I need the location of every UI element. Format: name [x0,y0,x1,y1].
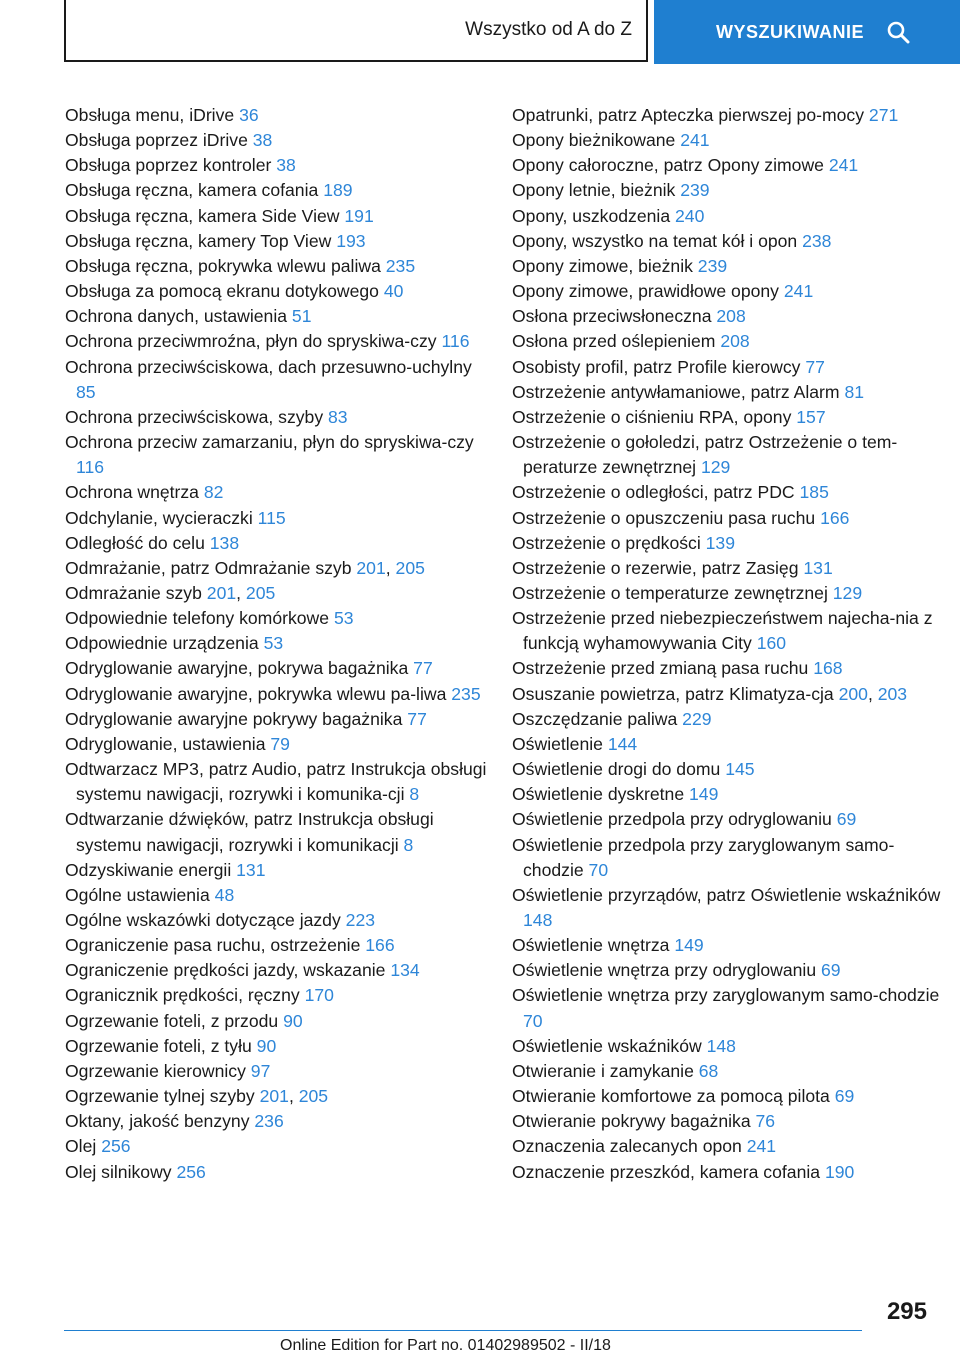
page-link[interactable]: 139 [705,532,735,553]
index-entry-text: Ostrzeżenie o odległości, patrz PDC [512,482,800,503]
index-entry-text: Ograniczenie prędkości jazdy, wskazanie [65,960,391,981]
index-entry-text: Ochrona przeciw zamarzaniu, płyn do spryskiwa‐czy [65,432,474,453]
index-entry [512,128,942,153]
index-entry [65,656,495,681]
index-entry-text: Oświetlenie wnętrza przy odryglowaniu [512,960,822,981]
index-entry-text: Ostrzeżenie o prędkości [512,532,706,553]
index-entry-text: Oświetlenie przyrządów, patrz Oświetlenie wskaźników [512,884,941,905]
top-navigation [0,0,960,66]
index-entry-text: Odległość do celu [65,532,210,553]
index-entry-text: Oświetlenie drogi do domu [512,759,726,780]
index-entry [65,1009,495,1034]
index-entry [512,304,942,329]
index-entry-text: Oświetlenie dyskretne [512,784,689,805]
index-entry [512,1034,942,1059]
page-link[interactable]: 90 [283,1010,303,1031]
page-link[interactable]: 51 [291,306,312,327]
index-entry-text: Oszczędzanie paliwa [512,708,683,729]
page-link[interactable]: 239 [680,180,710,201]
page-link[interactable]: 241 [828,155,859,176]
index-entry-text: Ostrzeżenie antywłamaniowe, patrz Alarm [512,381,845,402]
index-entry [512,355,942,380]
index-entry-text: Odryglowanie awaryjne, pokrywa bagażnika [65,658,414,679]
index-entry-text: Osuszanie powietrza, patrz Klimatyza‐cja [512,683,839,704]
tab-a-to-z-label: Wszystko od A do Z [465,19,632,40]
page-link[interactable]: 77 [407,708,427,729]
index-entry [65,329,495,354]
index-entry-text: Opony zimowe, bieżnik [512,255,698,276]
page-link[interactable]: 70 [523,1010,543,1031]
index-entry-text: Ostrzeżenie przed niebezpieczeństwem najecha‐nia z funkcją wyhamowywania City [512,608,933,654]
index-entry [65,204,495,229]
index-entry-text: Otwieranie i zamykanie [512,1060,699,1081]
index-entry-text: Osobisty profil, patrz Profile kierowcy [512,356,806,377]
index-entry [65,178,495,203]
index-entry-text: Ostrzeżenie przed zmianą pasa ruchu [512,658,814,679]
page-link[interactable]: 205 [298,1086,329,1107]
index-entry-text: Odmrażanie, patrz Odmrażanie szyb [65,557,357,578]
index-entry-text: Osłona przed oślepieniem [512,331,721,352]
index-entry-text: Obsługa ręczna, kamera cofania [65,180,324,201]
page-link[interactable]: 190 [824,1161,855,1182]
page-link[interactable]: 138 [209,532,240,553]
index-entry-text: Ostrzeżenie o gołoledzi, patrz Ostrzeżenie o tem‐peraturze zewnętrznej [512,432,898,478]
index-entry [65,279,495,304]
page-link[interactable]: 53 [263,633,284,654]
page-link[interactable]: 148 [706,1035,736,1056]
index-entry-text: Odtwarzacz MP3, patrz Audio, patrz Instrukcja obsługi systemu nawigacji, rozrywki i komunika‐cji [65,759,487,805]
index-entry-text: Odpowiednie telefony komórkowe [65,608,334,629]
page-link[interactable]: 201 [356,557,386,578]
index-entry [65,153,495,178]
page-link[interactable]: 235 [385,255,416,276]
index-entry [65,531,495,556]
page-link[interactable]: 223 [345,910,376,930]
index-entry [512,556,942,581]
tab-search[interactable] [654,0,960,64]
index-entry-text: Opony, uszkodzenia [512,205,675,226]
index-entry-text: Ograniczenie pasa ruchu, ostrzeżenie [65,935,366,956]
page-link[interactable]: 235 [451,683,481,704]
index-entry-text: Oświetlenie przedpola przy zaryglowanym samo‐chodzie [512,834,895,880]
index-entry [512,933,942,958]
index-entry [512,1084,942,1109]
index-entry [512,1059,942,1084]
page-link[interactable]: 271 [868,105,899,125]
index-entry [65,304,495,329]
footer-edition: Online Edition for Part no. 01402989502 - II/18 [280,1337,611,1354]
index-entry [65,732,495,757]
page-link[interactable]: 116 [76,457,105,478]
index-entry [65,103,495,128]
page-link[interactable]: 205 [395,557,425,578]
index-entry-text: Ochrona wnętrza [65,482,204,503]
page-link[interactable]: 149 [674,935,704,956]
page-link[interactable]: 160 [756,633,787,654]
page-link[interactable]: 38 [252,130,273,151]
page-link[interactable]: 191 [344,205,374,226]
index-entry [65,631,495,656]
index-entry [65,908,495,933]
index-column-right [512,103,942,1185]
index-entry: Osuszanie powietrza, patrz Klimatyza‐cja 200, 203 [512,683,908,704]
index-entry-text: Ochrona przeciwściskowa, dach przesuwno‐uchylny [65,356,472,377]
index-entry-text: Oświetlenie wskaźników [512,1035,707,1056]
page-link[interactable]: 208 [716,306,746,327]
page-link[interactable]: 240 [675,205,705,226]
index-entry-text: Ostrzeżenie o rezerwie, patrz Zasięg [512,557,804,578]
index-entry [65,1034,495,1059]
index-entry-text: Otwieranie komfortowe za pomocą pilota [512,1086,835,1107]
tab-a-to-z[interactable] [64,0,648,62]
index-entry [512,707,942,732]
index-entry [512,833,942,883]
page-link[interactable]: 157 [796,406,826,427]
index-entry-text: Odtwarzanie dźwięków, patrz Instrukcja obsługi systemu nawigacji, rozrywki i komunikacji [65,809,434,855]
index-entry [512,732,942,757]
page-link[interactable]: 115 [257,507,286,528]
index-entry [65,229,495,254]
page-link[interactable]: 97 [250,1060,271,1081]
index-entry-text: Obsługa za pomocą ekranu dotykowego [65,281,384,302]
page-link[interactable]: 203 [877,683,908,704]
page-link[interactable]: 208 [720,331,750,352]
index-entry-text: Oznaczenie przeszkód, kamera cofania [512,1161,825,1182]
index-entry-text: Opony letnie, bieżnik [512,180,681,201]
page-link[interactable]: 48 [214,884,235,905]
index-entry-text: Ogrzewanie tylnej szyby [65,1086,260,1107]
index-column-left [65,103,495,1185]
index-entry [512,606,942,656]
index-entry-text: Ogrzewanie foteli, z przodu [65,1010,284,1031]
page-link[interactable]: 238 [802,230,832,251]
footer-divider [64,1330,862,1331]
index-entry [65,707,495,732]
page-link[interactable]: 69 [836,809,857,830]
index-entry: Odmrażanie, patrz Odmrażanie szyb 201, 205 [65,557,425,578]
index-entry-text: Ogrzewanie foteli, z tyłu [65,1035,257,1056]
index-entry-text: Opatrunki, patrz Apteczka pierwszej po‐mocy [512,105,869,125]
page-link[interactable]: 185 [799,482,829,503]
index-entry-text: Obsługa menu, iDrive [65,105,240,125]
index-entry: Odmrażanie szyb 201, 205 [65,582,276,603]
page-link[interactable]: 77 [805,356,825,377]
page-link[interactable]: 131 [236,859,266,880]
index-entry [512,153,942,178]
index-entry-text: Ochrona danych, ustawienia [65,306,292,327]
index-entry [512,782,942,807]
page-link[interactable]: 241 [680,130,710,151]
index-entry-text: Odryglowanie awaryjne, pokrywka wlewu pa‐liwa [65,683,452,704]
index-entry-text: Obsługa ręczna, kamera Side View [65,205,345,226]
index-entry: Ogrzewanie tylnej szyby 201, 205 [65,1086,329,1107]
index-entry-text: Oznaczenia zalecanych opon [512,1136,747,1157]
index-entry [65,355,495,405]
page-link[interactable]: 38 [276,155,296,176]
index-entry [512,983,942,1033]
page-link[interactable]: 76 [755,1111,776,1132]
index-entry-text: Odchylanie, wycieraczki [65,507,258,528]
index-entry [65,480,495,505]
page-link[interactable]: 149 [689,784,719,805]
index-entry [512,480,942,505]
index-entry [512,380,942,405]
index-entry [512,958,942,983]
index-entry-text: Odpowiednie urządzenia [65,633,264,654]
tab-search-label: WYSZUKIWANIE [716,21,864,42]
page-link[interactable]: 8 [409,784,420,805]
page-number: 295 [886,1298,927,1325]
index-entry [512,405,942,430]
index-entry-text: Obsługa ręczna, kamery Top View [65,230,337,251]
index-entry [65,682,495,707]
page-link[interactable]: 69 [834,1086,855,1107]
index-entry-text: Ostrzeżenie o temperaturze zewnętrznej [512,582,833,603]
index-entry [65,883,495,908]
page-link[interactable]: 68 [698,1060,719,1081]
index-entry [65,405,495,430]
index-entry [65,1109,495,1134]
index-entry [512,204,942,229]
index-entry [65,958,495,983]
index-entry [512,254,942,279]
page-link[interactable]: 116 [441,331,470,352]
index-entry-text: Odryglowanie, ustawienia [65,733,271,754]
index-entry [65,933,495,958]
page-link[interactable]: 256 [101,1136,131,1157]
index-entry [512,279,942,304]
index-entry [512,531,942,556]
index-entry-text: Odmrażanie szyb [65,582,207,603]
page-link[interactable]: 201 [259,1086,289,1107]
index-entry-text: Ostrzeżenie o opuszczeniu pasa ruchu [512,507,821,528]
page-link[interactable]: 229 [682,708,712,729]
index-entry [512,1134,942,1159]
page-link[interactable]: 166 [820,507,850,528]
index-entry-text: Opony zimowe, prawidłowe opony [512,281,784,302]
page-link[interactable]: 129 [832,582,863,603]
index-entry-text: Opony całoroczne, patrz Opony zimowe [512,155,829,176]
page-link[interactable]: 201 [206,582,237,603]
page-link[interactable]: 170 [304,985,334,1006]
index-entry [512,229,942,254]
page-link[interactable]: 168 [813,658,843,679]
index-entry [65,1059,495,1084]
search-icon [886,20,910,44]
index-entry [65,128,495,153]
page-link[interactable]: 241 [746,1136,777,1157]
index-entry [512,1160,942,1185]
index-entry-text: Odzyskiwanie energii [65,859,237,880]
page-link[interactable]: 205 [245,582,276,603]
page-link[interactable]: 69 [821,960,841,981]
page-link[interactable]: 70 [588,859,609,880]
index-entry-text: Ogólne wskazówki dotyczące jazdy [65,910,346,930]
index-entry [65,606,495,631]
page-link[interactable]: 144 [607,733,638,754]
index-entry-text: Ogólne ustawienia [65,884,215,905]
page-link[interactable]: 81 [844,381,865,402]
index-entry [512,581,942,606]
index-entry [512,656,942,681]
page-link[interactable]: 134 [390,960,420,981]
index-entry-text: Oświetlenie [512,733,608,754]
page-link[interactable]: 77 [413,658,433,679]
page-link[interactable]: 193 [336,230,366,251]
index-entry-text: Ogranicznik prędkości, ręczny [65,985,305,1006]
index-entry [512,178,942,203]
page-link[interactable]: 256 [176,1161,206,1182]
index-entry-text: Ostrzeżenie o ciśnieniu RPA, opony [512,406,797,427]
index-entry-text: Oktany, jakość benzyny [65,1111,255,1132]
page-link[interactable]: 79 [270,733,290,754]
index-entry [512,103,942,128]
index-entry-text: Osłona przeciwsłoneczna [512,306,717,327]
index-entry [512,430,942,480]
page-link[interactable]: 40 [383,281,404,302]
index-entry [65,254,495,279]
index-entry-text: Opony bieżnikowane [512,130,681,151]
index-entry [65,807,495,857]
index-entry [512,1109,942,1134]
page-link[interactable]: 53 [333,608,354,629]
page-link[interactable]: 148 [523,910,553,930]
index-entry [65,757,495,807]
index-entry [65,506,495,531]
index-entry [512,807,942,832]
page-link[interactable]: 129 [700,457,731,478]
index-entry [65,1134,495,1159]
index-entry-text: Olej [65,1136,102,1157]
index-entry [65,858,495,883]
page-link[interactable]: 8 [403,834,414,855]
index-entry-text: Oświetlenie przedpola przy odryglowaniu [512,809,837,830]
page-link[interactable]: 131 [803,557,833,578]
page-link[interactable]: 82 [203,482,224,503]
page-link[interactable]: 166 [365,935,395,956]
page-link[interactable]: 145 [725,759,755,780]
page-link[interactable]: 239 [697,255,728,276]
page-link[interactable]: 241 [783,281,814,302]
index-entry-text: Obsługa ręczna, pokrywka wlewu paliwa [65,255,386,276]
index-entry [512,883,942,933]
page-link[interactable]: 85 [76,381,96,402]
index-entry [65,983,495,1008]
page-link[interactable]: 90 [256,1035,277,1056]
index-entry [512,329,942,354]
index-entry-text: Ochrona przeciwmroźna, płyn do spryskiwa‐czy [65,331,442,352]
index-entry-text: Odryglowanie awaryjne pokrywy bagażnika [65,708,408,729]
index-entry-text: Obsługa poprzez kontroler [65,155,277,176]
page-link[interactable]: 36 [239,105,259,125]
page-link[interactable]: 83 [328,406,348,427]
index-entry-text: Otwieranie pokrywy bagażnika [512,1111,756,1132]
index-entry-text: Obsługa poprzez iDrive [65,130,253,151]
index-entry-text: Ochrona przeciwściskowa, szyby [65,406,329,427]
index-entry [65,1160,495,1185]
index-entry [512,757,942,782]
index-entry-text: Olej silnikowy [65,1161,177,1182]
index-entry [512,506,942,531]
index-entry-text: Ogrzewanie kierownicy [65,1060,251,1081]
index-entry-text: Oświetlenie wnętrza przy zaryglowanym samo‐chodzie [512,985,940,1006]
index-entry-text: Oświetlenie wnętrza [512,935,675,956]
index-entry [65,430,495,480]
page-link[interactable]: 236 [254,1111,284,1132]
page-link[interactable]: 200 [838,683,868,704]
page-link[interactable]: 189 [323,180,353,201]
index-entry-text: Opony, wszystko na temat kół i opon [512,230,803,251]
